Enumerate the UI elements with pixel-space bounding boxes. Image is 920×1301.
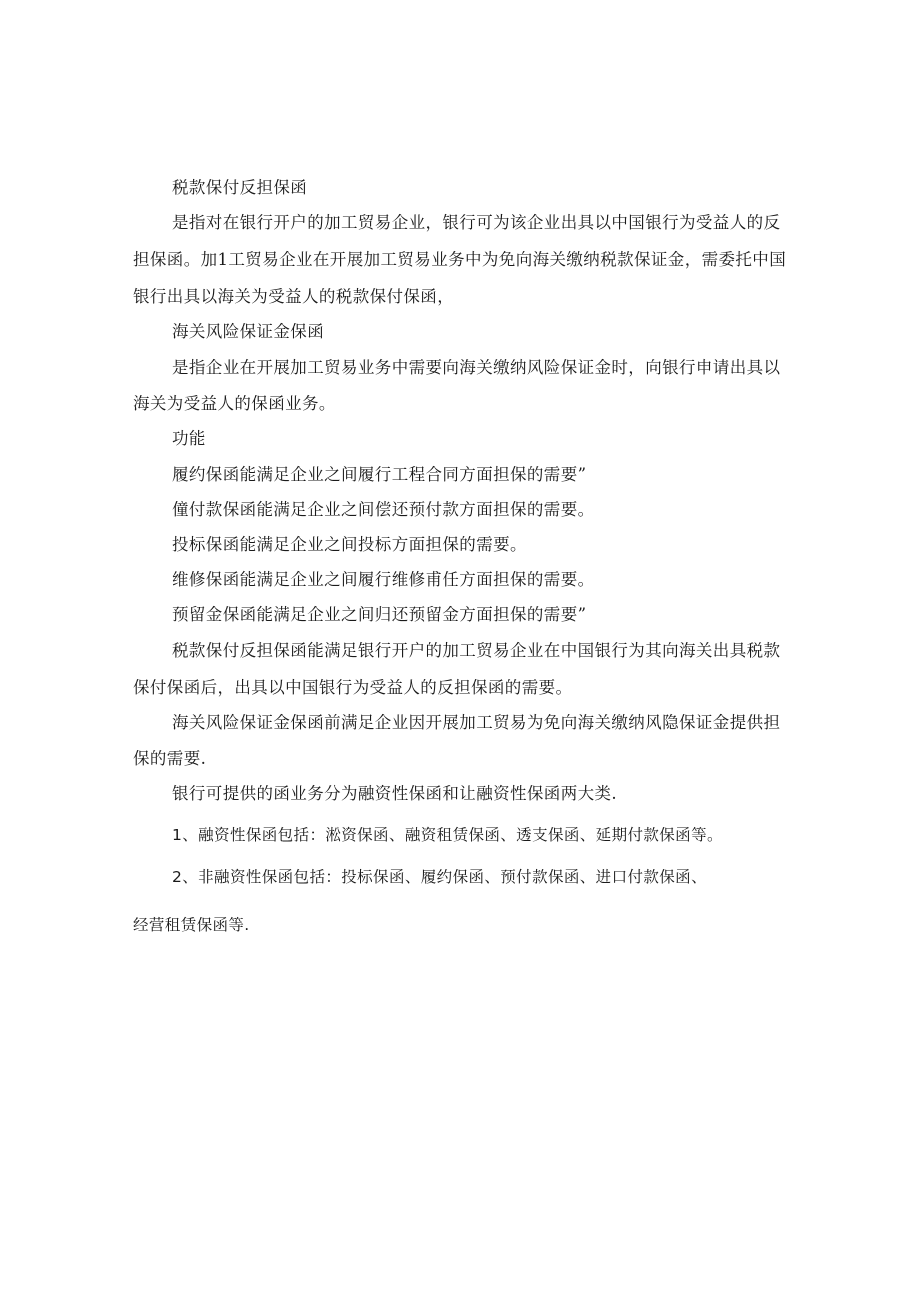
heading-customs-risk-guarantee: 海关风险保证金保函 [172,322,325,341]
function-item: 预留金保函能满足企业之间归还预留金方面担保的需要” [172,605,587,624]
list-item-financing-guarantees: 1、融资性保函包括：淞资保函、融资租赁保函、透支保函、延期付款保函等。 [172,826,723,844]
list-item-continuation: 经营租赁保函等. [133,916,250,934]
paragraph-line: 保付保函后，出具以中国银行为受益人的反担保函的需要。 [133,678,573,697]
paragraph-line: 海关为受益人的保函业务。 [133,394,336,413]
paragraph-line: 海关风险保证金保函前满足企业因开展加工贸易为免向海关缴纳风隐保证金提供担 [172,713,781,732]
function-item: 履约保函能满足企业之间履行工程合同方面担保的需要” [172,465,587,484]
paragraph-line: 是指对在银行开户的加工贸易企业，银行可为该企业出具以中国银行为受益人的反 [172,213,781,232]
function-item: 维修保函能满足企业之间履行维修甫任方面担保的需要。 [172,570,595,589]
paragraph-line: 是指企业在开展加工贸易业务中需要向海关缴纳风险保证金时，向银行申请出具以 [172,358,781,377]
paragraph-line: 保的需要. [133,749,207,768]
paragraph-line: 税款保付反担保函能满足银行开户的加工贸易企业在中国银行为其向海关出具税款 [172,641,781,660]
heading-functions: 功能 [172,429,206,448]
list-item-non-financing-guarantees: 2、非融资性保函包括：投标保函、履约保函、预付款保函、进口付款保函、 [172,868,707,886]
function-item: 僮付款保函能满足企业之间偿还预付款方面担保的需要。 [172,500,595,519]
paragraph-line: 担保函。加1工贸易企业在开展加工贸易业务中为免向海关缴纳税款保证金，需委托中国 [133,250,787,269]
paragraph-guarantee-types: 银行可提供的函业务分为融资性保函和让融资性保函两大类. [172,784,618,803]
heading-tax-counter-guarantee: 税款保付反担保函 [172,178,308,197]
paragraph-line: 银行出具以海关为受益人的税款保付保函， [133,287,455,306]
function-item: 投标保函能满足企业之间投标方面担保的需要。 [172,535,527,554]
